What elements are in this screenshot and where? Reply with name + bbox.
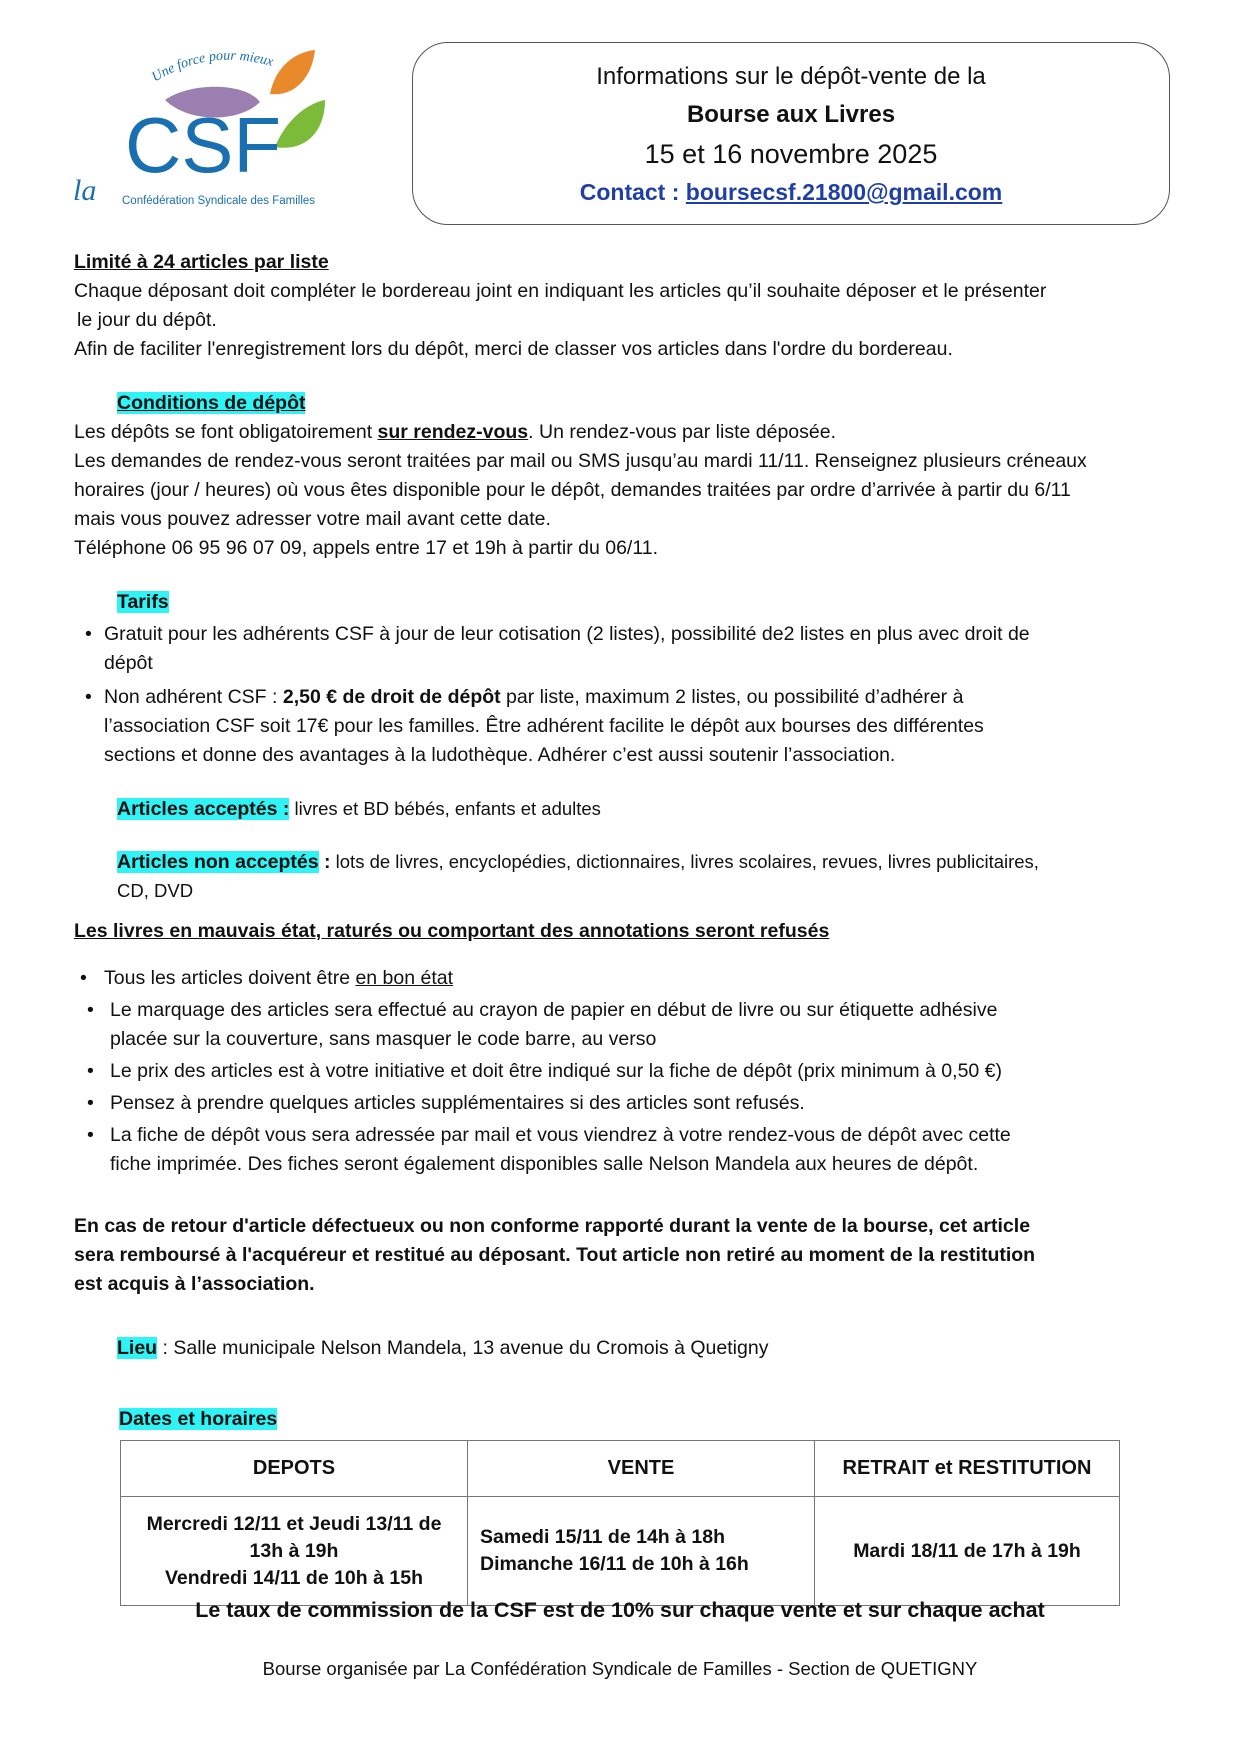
warning-text: Les livres en mauvais état, raturés ou comportant des annotations seront refusés [74, 920, 830, 942]
tarifs-title: Tarifs [117, 591, 169, 613]
bullet-icon: • [80, 967, 87, 989]
conditions-phone: Téléphone 06 95 96 07 09, appels entre 17 et 19h à partir du 06/11. [74, 537, 659, 559]
contact-label: Contact : [579, 179, 686, 205]
rule-marking-cont: placée sur la couverture, sans masquer le code barre, au verso [110, 1028, 657, 1050]
depots-line1: Mercredi 12/11 et Jeudi 13/11 de [146, 1512, 442, 1535]
vente-line2: Dimanche 16/11 de 10h à 16h [480, 1553, 749, 1575]
logo-tagline: Une force pour mieux [149, 48, 275, 86]
conditions-line4: mais vous pouvez adresser votre mail avant cette date. [74, 508, 551, 530]
depots-line2: 13h à 19h [249, 1539, 339, 1562]
defect-line3: est acquis à l’association. [74, 1273, 315, 1295]
tarif-members-cont: dépôt [104, 652, 153, 674]
rule-extra: Pensez à prendre quelques articles supplémentaires si des articles sont refusés. [110, 1092, 805, 1114]
rule-form: La fiche de dépôt vous sera adressée par mail et vous viendrez à votre rendez-vous de dépôt avec cette [110, 1124, 1011, 1146]
schedule-table [120, 1440, 1120, 1606]
cell-vente [468, 1497, 815, 1606]
tarif-members: Gratuit pour les adhérents CSF à jour de leur cotisation (2 listes), possibilité de2 listes en plus avec droit de [104, 623, 1030, 645]
rule-marking: Le marquage des articles sera effectué au crayon de papier en début de livre ou sur étiquette adhésive [110, 999, 998, 1021]
not-accepted-cont: CD, DVD [117, 880, 194, 901]
cell-retrait: Mardi 18/11 de 17h à 19h [815, 1497, 1120, 1606]
conditions-line1: Les dépôts se font obligatoirement sur rendez-vous. Un rendez-vous par liste déposée. [74, 421, 836, 443]
conditions-title: Conditions de dépôt [117, 392, 306, 414]
csf-logo [70, 42, 330, 217]
rule-form-cont: fiche imprimée. Des fiches seront également disponibles salle Nelson Mandela aux heures de dépôt. [110, 1153, 979, 1175]
defect-line1: En cas de retour d'article défectueux ou non conforme rapporté durant la vente de la bourse, cet article [74, 1215, 1031, 1237]
intro-p1a: Chaque déposant doit compléter le bordereau joint en indiquant les articles qu’il souhaite déposer et le présenter [74, 280, 1047, 302]
depots-line3: Vendredi 14/11 de 10h à 15h [165, 1566, 423, 1589]
lieu: Lieu : Salle municipale Nelson Mandela, 13 avenue du Cromois à Quetigny [117, 1337, 769, 1359]
conditions-line2: Les demandes de rendez-vous seront traitées par mail ou SMS jusqu’au mardi 11/11. Renseignez plusieurs créneaux [74, 450, 1087, 472]
csf-logo-graphic [70, 42, 330, 217]
intro-p1b: le jour du dépôt. [77, 309, 217, 331]
bullet-icon: • [85, 623, 92, 645]
not-accepted-articles: Articles non acceptés : lots de livres, encyclopédies, dictionnaires, livres scolaires, revues, livres publicitaires, [117, 851, 1039, 873]
bullet-icon: • [87, 1092, 94, 1114]
contact-email-link[interactable]: boursecsf.21800@gmail.com [685, 179, 1003, 205]
rule-good-state: Tous les articles doivent être en bon état [104, 967, 454, 989]
bullet-icon: • [87, 1124, 94, 1146]
header-contact [413, 179, 1169, 206]
header-box [412, 42, 1170, 225]
svg-text:Une force pour mieux vivre [70, 42, 279, 85]
logo-brand: CSF [125, 101, 281, 189]
table-row [121, 1497, 1120, 1606]
rule-price: Le prix des articles est à votre initiative et doit être indiqué sur la fiche de dépôt (prix minimum à 0,50 €) [110, 1060, 1003, 1082]
table-header-row [121, 1441, 1120, 1497]
commission-note: Le taux de commission de la CSF est de 10% sur chaque vente et sur chaque achat [195, 1598, 1045, 1622]
logo-org: Confédération Syndicale des Familles [122, 195, 316, 207]
defect-line2: sera remboursé à l'acquéreur et restitué au déposant. Tout article non retiré au moment de la restitution [74, 1244, 1036, 1266]
intro-title: Limité à 24 articles par liste [74, 251, 329, 273]
intro-p2: Afin de faciliter l'enregistrement lors du dépôt, merci de classer vos articles dans l'ordre du bordereau. [74, 338, 953, 360]
accepted-articles: Articles acceptés : livres et BD bébés, enfants et adultes [117, 798, 601, 820]
dates-title: Dates et horaires [119, 1408, 278, 1430]
tarif-nonmembers-cont1: l’association CSF soit 17€ pour les familles. Être adhérent facilite le dépôt aux bourses des différentes [104, 715, 984, 737]
conditions-line3: horaires (jour / heures) où vous êtes disponible pour le dépôt, demandes traitées par ordre d’arrivée à partir du 6/11 [74, 479, 1071, 501]
header-retrait: RETRAIT et RESTITUTION [815, 1441, 1120, 1497]
header-line1: Informations sur le dépôt-vente de la [596, 63, 986, 90]
bullet-icon: • [87, 999, 94, 1021]
tarif-nonmembers-cont2: sections et donne des avantages à la ludothèque. Adhérer c’est aussi soutenir l’association. [104, 744, 896, 766]
header-dates: 15 et 16 novembre 2025 [644, 139, 938, 169]
tarif-nonmembers: Non adhérent CSF : 2,50 € de droit de dépôt par liste, maximum 2 listes, ou possibilité d’adhérer à [104, 686, 964, 708]
header-depots: DEPOTS [121, 1441, 468, 1497]
bullet-icon: • [87, 1060, 94, 1082]
vente-line1: Samedi 15/11 de 14h à 18h [480, 1526, 725, 1548]
footer-note: Bourse organisée par La Confédération Syndicale de Familles - Section de QUETIGNY [262, 1658, 978, 1679]
bullet-icon: • [85, 686, 92, 708]
header-title: Bourse aux Livres [686, 101, 896, 128]
logo-prefix: la [73, 174, 97, 207]
cell-depots [121, 1497, 468, 1606]
header-vente: VENTE [468, 1441, 815, 1497]
